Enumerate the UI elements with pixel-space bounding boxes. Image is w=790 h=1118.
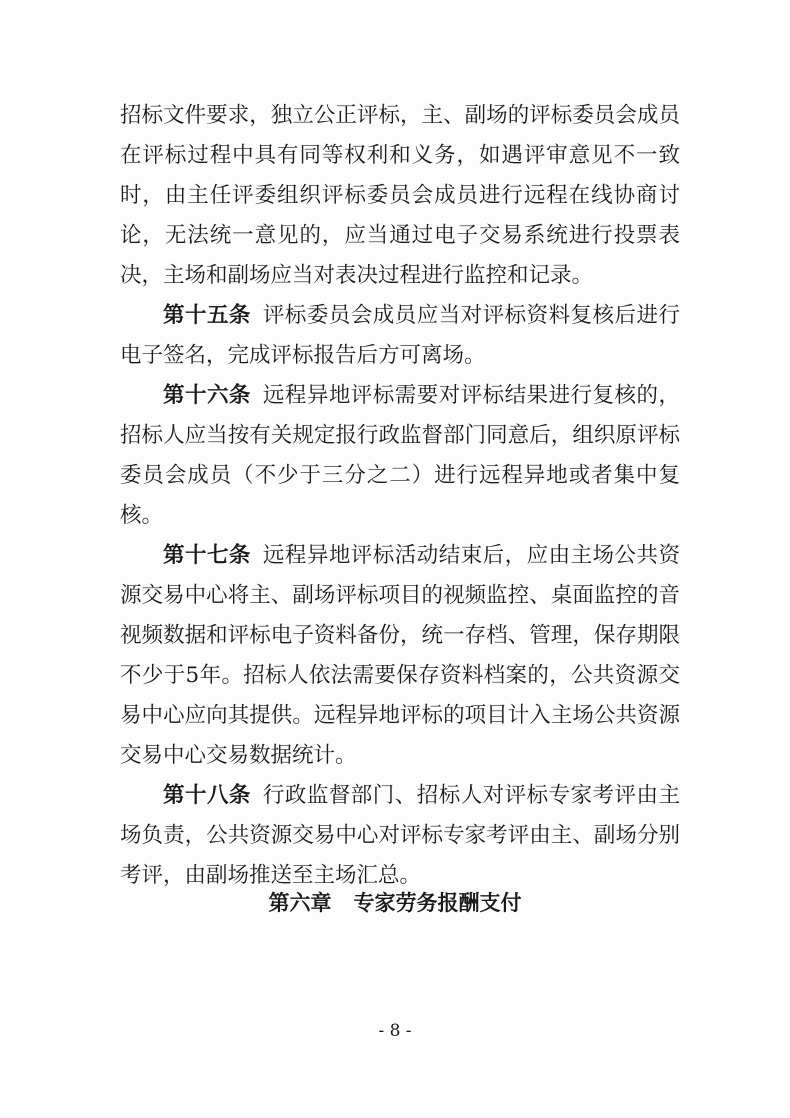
article-text: 行政监督部门、招标人对评标专家考评由主场负责，公共资源交易中心对评标专家考评由主、副场分别考评，由副场推送至主场汇总。 <box>120 783 680 888</box>
article-17 <box>120 536 680 776</box>
article-number: 第十五条 <box>163 303 251 328</box>
body-text <box>120 96 680 896</box>
chapter-title: 专家劳务报酬支付 <box>353 891 522 915</box>
article-18 <box>120 776 680 896</box>
article-text: 远程异地评标活动结束后，应由主场公共资源交易中心将主、副场评标项目的视频监控、桌面监控的音视频数据和评标电子资料备份，统一存档、管理，保存期限不少于5年。招标人依法需要保存资料档案的，公共资源交易中心应向其提供。远程异地评标的项目计入主场公共资源交易中心交易数据统计。 <box>120 543 680 768</box>
article-number: 第十八条 <box>163 783 251 808</box>
article-text: 评标委员会成员应当对评标资料复核后进行电子签名，完成评标报告后方可离场。 <box>120 303 680 368</box>
article-15 <box>120 296 680 376</box>
article-number: 第十七条 <box>163 543 251 568</box>
chapter-number: 第六章 <box>268 891 332 915</box>
article-text: 远程异地评标需要对评标结果进行复核的，招标人应当按有关规定报行政监督部门同意后，组织原评标委员会成员（不少于三分之二）进行远程异地或者集中复核。 <box>120 383 680 528</box>
page-number: - 8 - <box>378 1021 412 1041</box>
continued-paragraph-text: 招标文件要求，独立公正评标，主、副场的评标委员会成员在评标过程中具有同等权利和义务，如遇评审意见不一致时，由主任评委组织评标委员会成员进行远程在线协商讨论，无法统一意见的，应当通过电子交易系统进行投票表决，主场和副场应当对表决过程进行监控和记录。 <box>120 103 680 288</box>
continued-paragraph <box>120 96 680 296</box>
chapter-heading <box>0 887 790 917</box>
article-number: 第十六条 <box>163 383 251 408</box>
article-16 <box>120 376 680 536</box>
